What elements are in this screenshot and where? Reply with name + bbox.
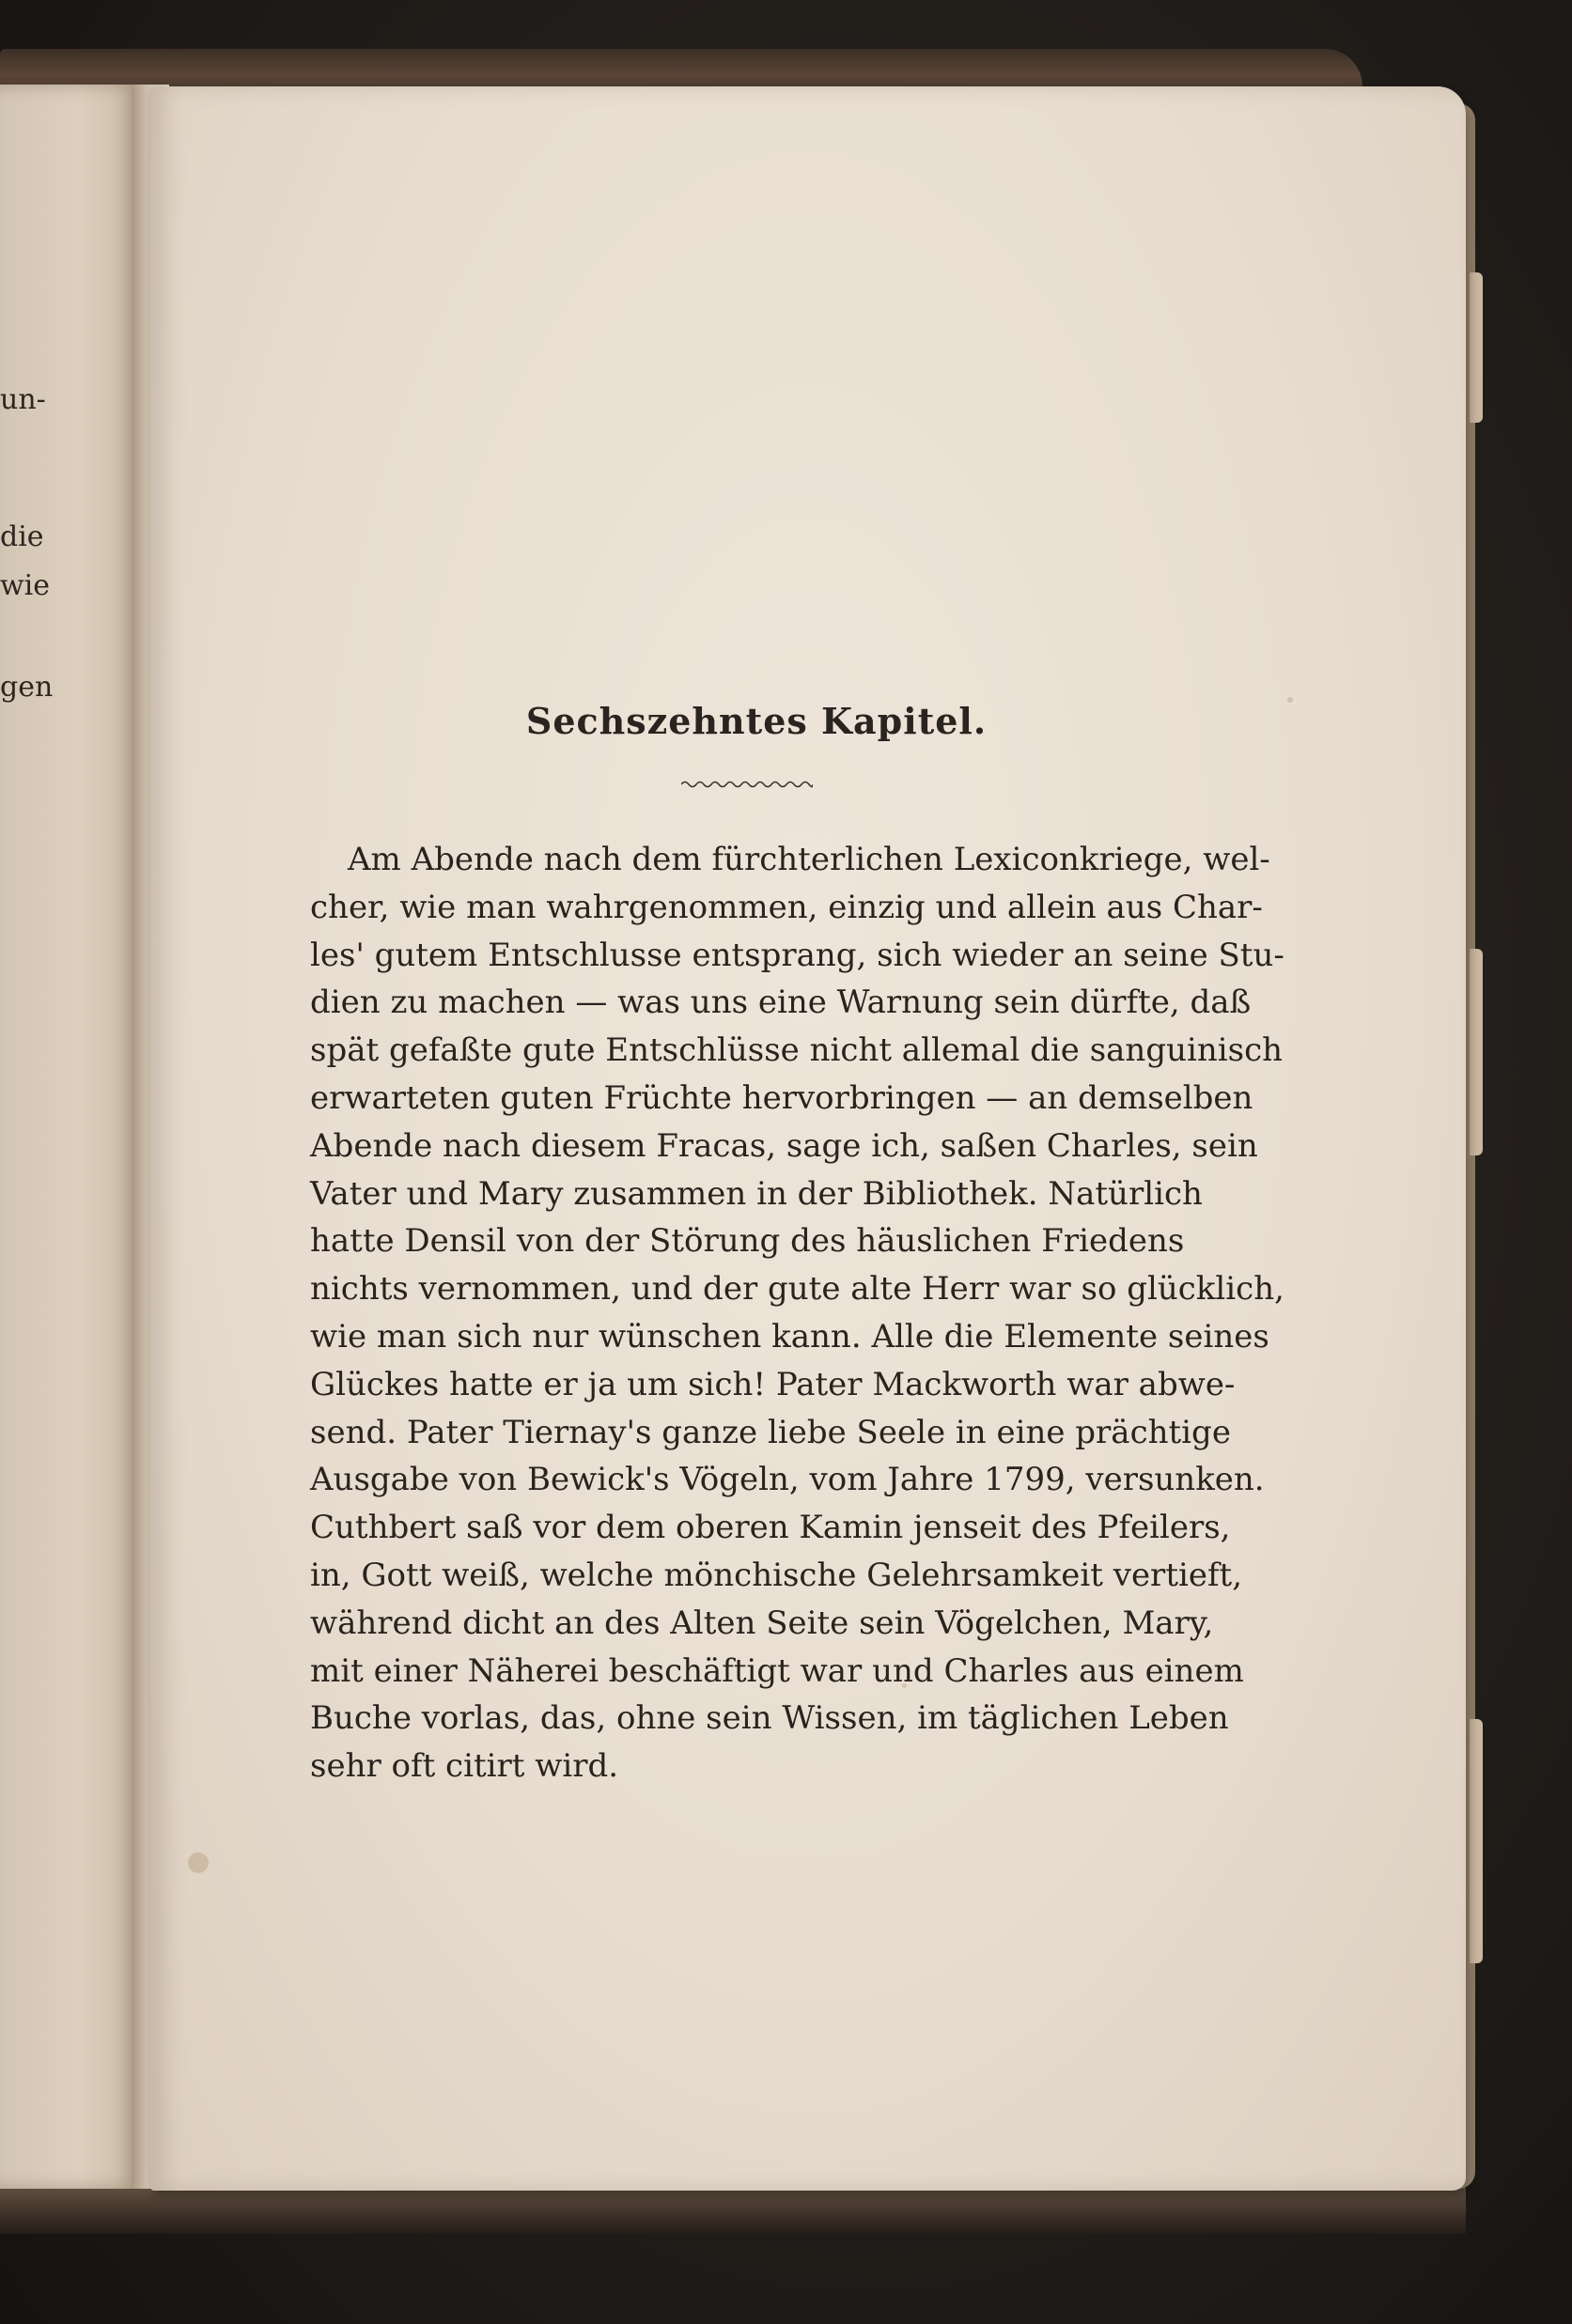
- text-line: cher, wie man wahrgenommen, einzig und allein aus Char-: [310, 888, 1263, 926]
- text-line: erwarteten guten Früchte hervorbringen — an demselben: [310, 1078, 1253, 1117]
- text-line: Vater und Mary zusammen in der Bibliothek. Natürlich: [310, 1174, 1203, 1213]
- text-line: in, Gott weiß, welche mönchische Gelehrsamkeit vertieft,: [310, 1556, 1243, 1594]
- text-line: Glückes hatte er ja um sich! Pater Mackworth war abwe-: [310, 1365, 1236, 1403]
- paper-stain: [188, 1852, 209, 1873]
- text-line: mit einer Näherei beschäftigt war und Charles aus einem: [310, 1651, 1244, 1690]
- page-edge-tab: [1470, 1719, 1483, 1963]
- text-line: les' gutem Entschlusse entsprang, sich wieder an seine Stu-: [310, 936, 1284, 974]
- text-line: Buche vorlas, das, ohne sein Wissen, im täglichen Leben: [310, 1699, 1229, 1738]
- page-edge-tab: [1470, 272, 1483, 423]
- text-line: Cuthbert saß vor dem oberen Kamin jenseit des Pfeilers,: [310, 1509, 1231, 1547]
- chapter-body-text: [310, 836, 1284, 1790]
- text-line: dien zu machen — was uns eine Warnung sein dürfte, daß: [310, 984, 1252, 1022]
- text-line: wie man sich nur wünschen kann. Alle die Elemente seines: [310, 1317, 1269, 1356]
- text-line: nichts vernommen, und der gute alte Herr war so glücklich,: [310, 1270, 1284, 1309]
- text-line: während dicht an des Alten Seite sein Vögelchen, Mary,: [310, 1604, 1214, 1642]
- text-line: sehr oft citirt wird.: [310, 1747, 619, 1786]
- text-line: hatte Densil von der Störung des häuslichen Friedens: [310, 1222, 1185, 1261]
- chapter-title: Sechszehntes Kapitel.: [525, 700, 988, 742]
- text-line: send. Pater Tiernay's ganze liebe Seele in eine prächtige: [310, 1413, 1231, 1451]
- left-page-fragment: un-: [0, 383, 46, 416]
- text-line: spät gefaßte gute Entschlüsse nicht allemal die sanguinisch: [310, 1031, 1284, 1070]
- left-page-fragment: wie: [0, 569, 51, 602]
- left-page-fragment: die: [0, 520, 44, 553]
- title-ornament-wavy-rule: [681, 778, 813, 791]
- left-page: [0, 85, 141, 2189]
- text-line: Am Abende nach dem fürchterlichen Lexiconkriege, wel-: [348, 841, 1270, 878]
- left-page-fragment: gen: [0, 671, 54, 704]
- text-line: Abende nach diesem Fracas, sage ich, saßen Charles, sein: [310, 1126, 1258, 1165]
- page-edge-tab: [1470, 949, 1483, 1155]
- text-line: Ausgabe von Bewick's Vögeln, vom Jahre 1799, versunken.: [310, 1461, 1265, 1499]
